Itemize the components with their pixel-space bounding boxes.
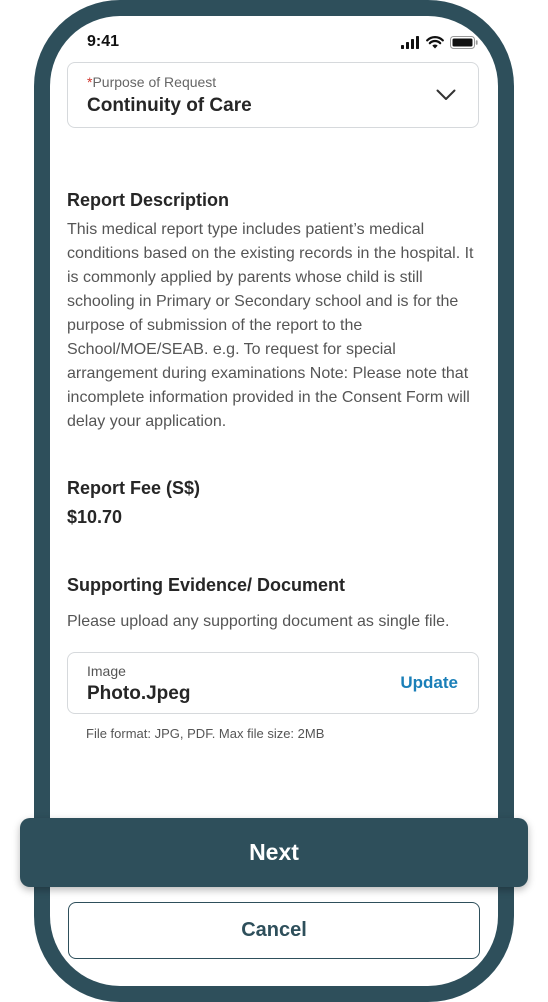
signal-icon (401, 36, 420, 49)
purpose-of-request-select[interactable] (67, 62, 479, 128)
report-fee-value: $10.70 (67, 507, 123, 527)
battery-icon (450, 36, 478, 49)
uploaded-file-name: Photo.Jpeg (87, 683, 191, 704)
file-format-hint: File format: JPG, PDF. Max file size: 2MB (86, 726, 325, 741)
purpose-of-request-value: Continuity of Care (87, 95, 252, 116)
status-time: 9:41 (87, 33, 120, 50)
purpose-of-request-label (87, 74, 216, 90)
report-description-text: This medical report type includes patient’s medical conditions based on the existing records in the hospital. It is commonly applied by parents whose child is still schooling in Primary or Secondary school and is for the purpose of submission of the report to the School/MOE/SEAB. e.g. To request for special arrangement during examinations Note: Please note that incomplete information provided in the Consent Form will delay your application. (67, 221, 474, 430)
supporting-document-upload (67, 652, 479, 714)
report-fee-title: Report Fee (S$) (67, 478, 201, 498)
chevron-down-icon[interactable] (436, 89, 456, 101)
required-marker: * (87, 74, 93, 90)
upload-field-label: Image (87, 663, 126, 679)
update-file-link[interactable]: Update (400, 673, 458, 692)
status-icons (401, 35, 478, 49)
next-button[interactable]: Next (20, 818, 528, 887)
report-description-title: Report Description (67, 190, 230, 210)
purpose-label-text: Purpose of Request (92, 74, 217, 90)
wifi-icon (426, 36, 444, 49)
supporting-document-title: Supporting Evidence/ Document (67, 575, 346, 595)
status-bar (50, 16, 498, 66)
supporting-document-instruction: Please upload any supporting document as single file. (67, 613, 450, 630)
cancel-button[interactable]: Cancel (68, 902, 480, 959)
